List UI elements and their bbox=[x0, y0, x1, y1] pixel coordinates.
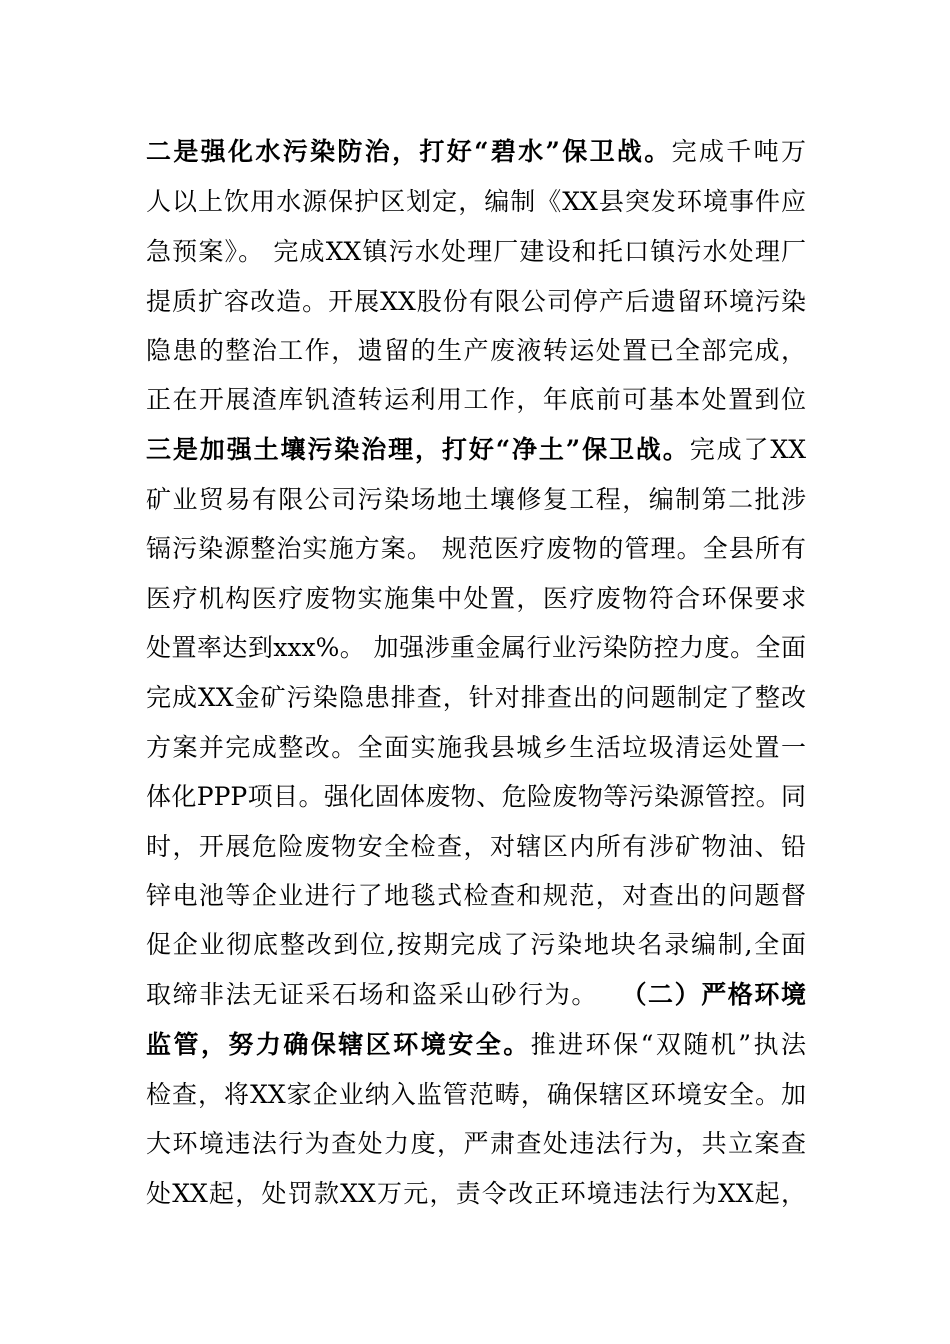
text-line bbox=[146, 1025, 806, 1065]
text-line bbox=[146, 876, 806, 916]
text-line bbox=[146, 380, 806, 420]
line-text: 体化PPP项目。强化固体废物、危险废物等污染源管控。同 bbox=[146, 782, 806, 811]
text-line bbox=[146, 331, 806, 371]
text-line bbox=[146, 529, 806, 569]
text-line bbox=[146, 1075, 806, 1115]
text-line bbox=[146, 728, 806, 768]
text-line bbox=[146, 132, 806, 172]
line-text: 处XX起，处罚款XX万元，责令改正环境违法行为XX起， bbox=[146, 1179, 806, 1208]
line-text: 推进环保“双随机”执法 bbox=[530, 1030, 806, 1059]
line-text: 完成了XX bbox=[689, 435, 806, 464]
line-text: 医疗机构医疗废物实施集中处置，医疗废物符合环保要求 bbox=[146, 584, 806, 613]
line-text: 大环境违法行为查处力度，严肃查处违法行为，共立案查 bbox=[146, 1129, 806, 1158]
text-line bbox=[146, 1174, 806, 1214]
bold-heading: 三是加强土壤污染治理，打好“净土”保卫战。 bbox=[146, 435, 690, 464]
line-text: 镉污染源整治实施方案。 规范医疗废物的管理。全县所有 bbox=[146, 534, 806, 563]
text-line bbox=[146, 678, 806, 718]
text-line bbox=[146, 975, 806, 1015]
text-line bbox=[146, 1124, 806, 1164]
text-line bbox=[146, 925, 806, 965]
text-line bbox=[146, 430, 806, 470]
line-text: 正在开展渣库钒渣转运利用工作，年底前可基本处置到位 bbox=[146, 385, 806, 414]
line-text: 锌电池等企业进行了地毯式检查和规范，对查出的问题督 bbox=[146, 881, 806, 910]
text-line bbox=[146, 282, 806, 322]
line-text: 完成千吨万 bbox=[671, 137, 806, 166]
line-text: 隐患的整治工作，遗留的生产废液转运处置已全部完成， bbox=[146, 336, 806, 365]
line-text: 提质扩容改造。开展XX股份有限公司停产后遗留环境污染 bbox=[146, 287, 806, 316]
text-line bbox=[146, 777, 806, 817]
text-line bbox=[146, 827, 806, 867]
line-text: 促企业彻底整改到位,按期完成了污染地块名录编制,全面 bbox=[146, 930, 806, 959]
section-heading: （二）严格环境 bbox=[633, 980, 806, 1009]
bold-heading: 二是强化水污染防治，打好“碧水”保卫战。 bbox=[146, 137, 672, 166]
text-line bbox=[146, 232, 806, 272]
text-line bbox=[146, 182, 806, 222]
text-line bbox=[146, 480, 806, 520]
line-text: 矿业贸易有限公司污染场地土壤修复工程，编制第二批涉 bbox=[146, 485, 806, 514]
line-text: 完成XX金矿污染隐患排查，针对排查出的问题制定了整改 bbox=[146, 683, 806, 712]
line-text: 取缔非法无证采石场和盗采山砂行为。 bbox=[146, 980, 598, 1009]
bold-heading: 监管，努力确保辖区环境安全。 bbox=[146, 1030, 531, 1059]
line-text: 处置率达到xxx%。 加强涉重金属行业污染防控力度。全面 bbox=[146, 633, 806, 662]
text-line bbox=[146, 579, 806, 619]
line-text: 检查，将XX家企业纳入监管范畴，确保辖区环境安全。加 bbox=[146, 1080, 806, 1109]
text-line bbox=[146, 628, 806, 668]
line-text: 急预案》。 完成XX镇污水处理厂建设和托口镇污水处理厂 bbox=[146, 237, 806, 266]
line-text: 方案并完成整改。全面实施我县城乡生活垃圾清运处置一 bbox=[146, 733, 806, 762]
line-text: 人以上饮用水源保护区划定，编制《XX县突发环境事件应 bbox=[146, 187, 806, 216]
line-text: 时，开展危险废物安全检查，对辖区内所有涉矿物油、铅 bbox=[146, 832, 806, 861]
